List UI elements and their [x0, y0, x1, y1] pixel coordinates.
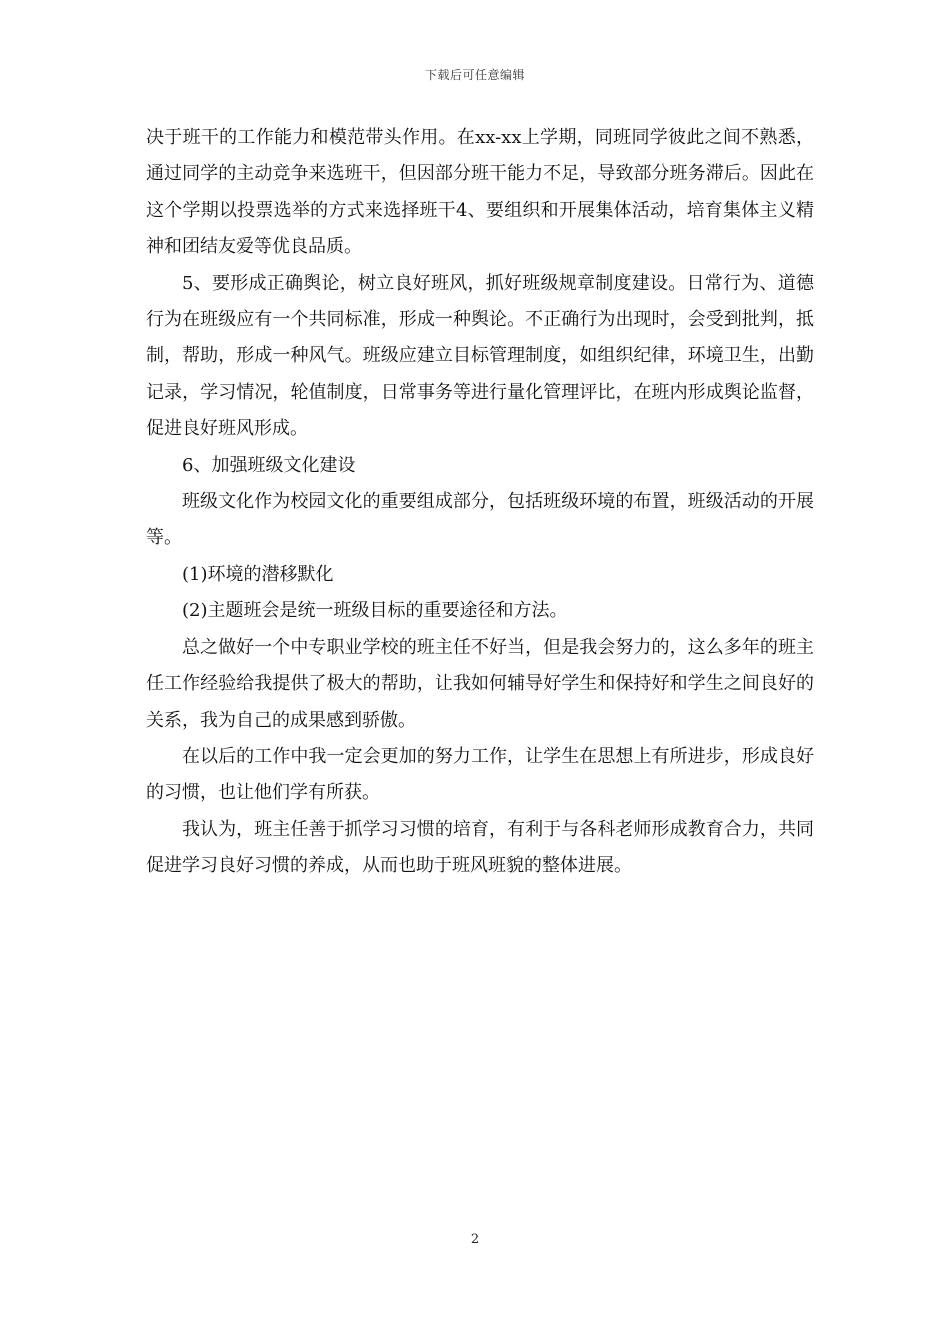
paragraph-1: 决于班干的工作能力和模范带头作用。在xx-xx上学期，同班同学彼此之间不熟悉，通过同学的主动竞争来选班干，但因部分班干能力不足，导致部分班务滞后。因此在这个学期以投票选举的方式来选择班干4、要组织和开展集体活动，培育集体主义精神和团结友爱等优良品质。 — [146, 127, 814, 258]
paragraph-6: (2)主题班会是统一班级目标的重要途径和方法。 — [182, 600, 568, 622]
paragraph-4: 班级文化作为校园文化的重要组成部分，包括班级环境的布置，班级活动的开展等。 — [146, 491, 814, 549]
document-body — [146, 120, 814, 885]
page-number: 2 — [470, 1232, 480, 1247]
paragraph-7: 总之做好一个中专职业学校的班主任不好当，但是我会努力的，这么多年的班主任工作经验给我提供了极大的帮助，让我如何辅导好学生和保持好和学生之间良好的关系，我为自己的成果感到骄傲。 — [146, 636, 814, 731]
paragraph-5: (1)环境的潜移默化 — [182, 563, 334, 585]
paragraph-8: 在以后的工作中我一定会更加的努力工作，让学生在思想上有所进步，形成良好的习惯，也让他们学有所获。 — [146, 745, 814, 804]
paragraph-3: 6、加强班级文化建设 — [182, 454, 356, 476]
page-header: 下载后可任意编辑 — [424, 68, 525, 82]
paragraph-2: 5、要形成正确舆论，树立良好班风，抓好班级规章制度建设。日常行为、道德行为在班级应有一个共同标准，形成一种舆论。不正确行为出现时，会受到批判，抵制，帮助，形成一种风气。班级应建立目标管理制度，如组织纪律，环境卫生，出勤记录，学习情况，轮值制度，日常事务等进行量化管理评比，在班内形成舆论监督，促进良好班风形成。 — [146, 272, 814, 440]
paragraph-9: 我认为，班主任善于抓学习习惯的培育，有利于与各科老师形成教育合力，共同促进学习良好习惯的养成，从而也助于班风班貌的整体进展。 — [146, 818, 814, 877]
